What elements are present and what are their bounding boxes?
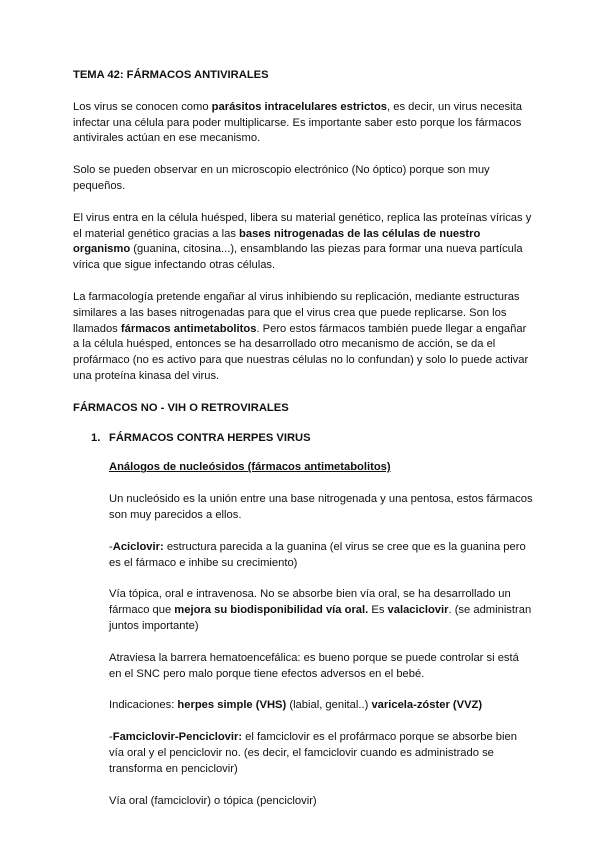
text: el famciclovir es el profármaco porque se absorbe bien vía oral y el penciclovir no. (es decir, el famciclovir cuando es administrado se transforma en penciclovir) [109, 731, 517, 775]
paragraph-famciclovir [109, 730, 533, 777]
text: estructura parecida a la guanina (el virus se cree que es la guanina pero es el fármaco e inhibe su crecimiento) [109, 540, 526, 569]
document-page [73, 68, 533, 825]
text: . (se administran juntos importante) [109, 604, 532, 632]
text: , es decir, un virus necesita infectar una célula para poder multiplicarse. Es importante saber esto porque los fármacos antivirales actúan en ese mecanismo. [73, 100, 522, 145]
list-body [109, 460, 533, 809]
list-label: FÁRMACOS CONTRA HERPES VIRUS [109, 431, 311, 444]
text: Vía tópica, oral e intravenosa. No se absorbe bien vía oral, se ha desarrollado un fármaco que [109, 588, 511, 617]
paragraph-virus-entry [73, 211, 533, 274]
section-heading: FÁRMACOS NO - VIH O RETROVIRALES [73, 401, 289, 414]
paragraph-barrier: Atraviesa la barrera hematoencefálica: es bueno porque se puede controlar si está en el SNC pero malo porque tiene efectos adversos en el bebé. [109, 651, 519, 680]
bold-text: herpes simple (VHS) [177, 699, 287, 712]
bold-text: Aciclovir: [112, 540, 164, 553]
bold-text: fármacos antimetabolitos [120, 322, 257, 335]
text: . Pero estos fármacos también puede llegar a engañar a la célula huésped, entonces se ha desarrollado otro mecanismo de acción, se da el profármaco (no es activo para que nuestras células no lo confundan) y solo lo puede activar una proteína kinasa del virus. [73, 322, 529, 382]
text: - [109, 731, 113, 744]
page-title: TEMA 42: FÁRMACOS ANTIVIRALES [73, 69, 269, 81]
subheading: Análogos de nucleósidos (fármacos antimetabolitos) [109, 461, 391, 474]
paragraph-intro [73, 100, 533, 147]
bold-text: Famciclovir-Penciclovir: [112, 731, 243, 744]
text: - [109, 540, 113, 553]
paragraph-administration [109, 587, 533, 634]
paragraph-microscope: Solo se pueden observar en un microscopio electrónico (No óptico) porque son muy pequeños. [73, 164, 490, 192]
paragraph-pharmacology [73, 290, 533, 385]
paragraph-route: Vía oral (famciclovir) o tópica (penciclovir) [109, 794, 317, 807]
paragraph-nucleoside: Un nucleósido es la unión entre una base nitrogenada y una pentosa, estos fármacos son muy parecidos a ellos. [109, 493, 533, 521]
paragraph-indications [109, 698, 533, 714]
text: El virus entra en la célula huésped, libera su material genético, replica las proteínas víricas y el material genético gracias a las [73, 211, 532, 240]
text: Indicaciones: [109, 699, 178, 712]
text: (labial, genital..) [286, 699, 372, 712]
bold-text: bases nitrogenadas de las células de nuestro organismo [73, 227, 481, 256]
text: Es [368, 604, 388, 617]
bold-text: parásitos intracelulares estrictos [211, 100, 388, 113]
bold-text: varicela-zóster (VVZ) [371, 699, 483, 712]
bold-text: mejora su biodisponibilidad vía oral. [174, 604, 369, 617]
paragraph-aciclovir [109, 540, 533, 572]
list-item-herpes [91, 431, 533, 447]
text: (guanina, citosina...), ensamblando las piezas para formar una nueva partícula vírica que sigue infectando otras células. [73, 243, 523, 272]
text: La farmacología pretende engañar al virus inhibiendo su replicación, mediante estructuras similares a las bases nitrogenadas para que el virus crea que puede replicarse. Son los llamados [73, 290, 520, 335]
text: Los virus se conocen como [73, 100, 212, 113]
list-number: 1. [91, 431, 101, 444]
bold-text: valaciclovir [387, 604, 449, 617]
